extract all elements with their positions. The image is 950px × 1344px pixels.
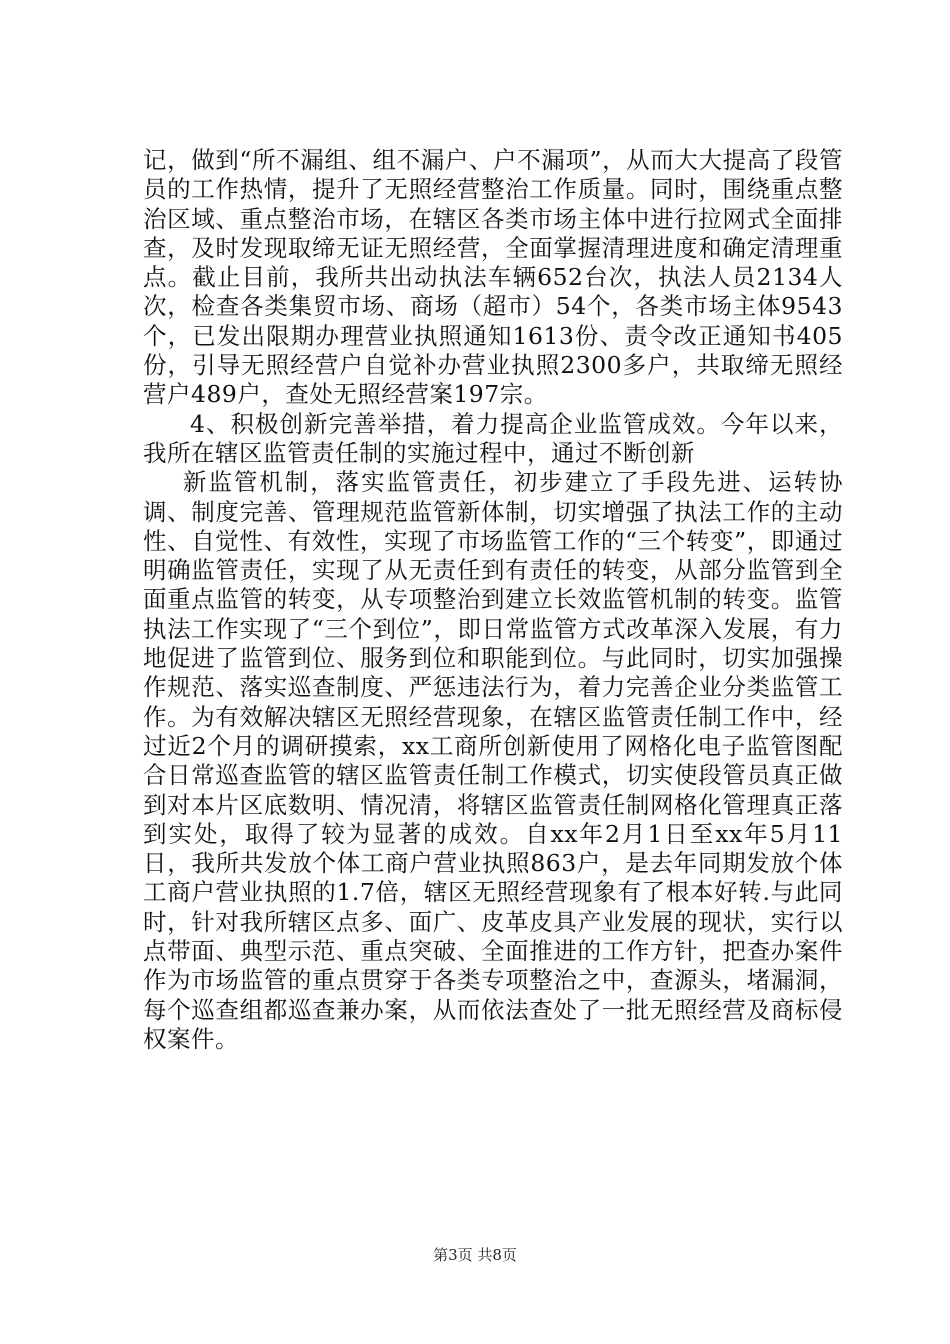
- paragraph-supervision-mechanism: 新监管机制，落实监管责任，初步建立了手段先进、运转协调、制度完善、管理规范监管新体制，切实增强了执法工作的主动性、自觉性、有效性，实现了市场监管工作的“三个转变”，即通过明确监管责任，实现了从无责任到有责任的转变，从部分监管到全面重点监管的转变，从专项整治到建立长效监管机制的转变。监管执法工作实现了“三个到位”，即日常监管方式改革深入发展，有力地促进了监管到位、服务到位和职能到位。与此同时，切实加强操作规范、落实巡查制度、严惩违法行为，着力完善企业分类监管工作。为有效解决辖区无照经营现象，在辖区监管责任制工作中，经过近2个月的调研摸索，xx工商所创新使用了网格化电子监管图配合日常巡查监管的辖区监管责任制工作模式，切实使段管员真正做到对本片区底数明、情况清，将辖区监管责任制网格化管理真正落到实处，取得了较为显著的成效。自xx年2月1日至xx年5月11日，我所共发放个体工商户营业执照863户，是去年同期发放个体工商户营业执照的1.7倍，辖区无照经营现象有了根本好转.与此同时，针对我所辖区点多、面广、皮革皮具产业发展的现状，实行以点带面、典型示范、重点突破、全面推进的工作方针，把查办案件作为市场监管的重点贯穿于各类专项整治之中，查源头，堵漏洞，每个巡查组都巡查兼办案，从而依法查处了一批无照经营及商标侵权案件。: [143, 468, 843, 1053]
- paragraph-section-4: 4、积极创新完善举措，着力提高企业监管成效。今年以来，我所在辖区监管责任制的实施过程中，通过不断创新: [143, 409, 843, 467]
- document-body: [143, 146, 843, 1054]
- page-footer: 第3页 共8页: [433, 1246, 517, 1264]
- paragraph-continuation: 记，做到“所不漏组、组不漏户、户不漏项”，从而大大提高了段管员的工作热情，提升了无照经营整治工作质量。同时，围绕重点整治区域、重点整治市场，在辖区各类市场主体中进行拉网式全面排查，及时发现取缔无证无照经营，全面掌握清理进度和确定清理重点。截止目前，我所共出动执法车辆652台次，执法人员2134人次，检查各类集贸市场、商场（超市）54个，各类市场主体9543个，已发出限期办理营业执照通知1613份、责令改正通知书405份，引导无照经营户自觉补办营业执照2300多户，共取缔无照经营户489户，查处无照经营案197宗。: [143, 146, 843, 409]
